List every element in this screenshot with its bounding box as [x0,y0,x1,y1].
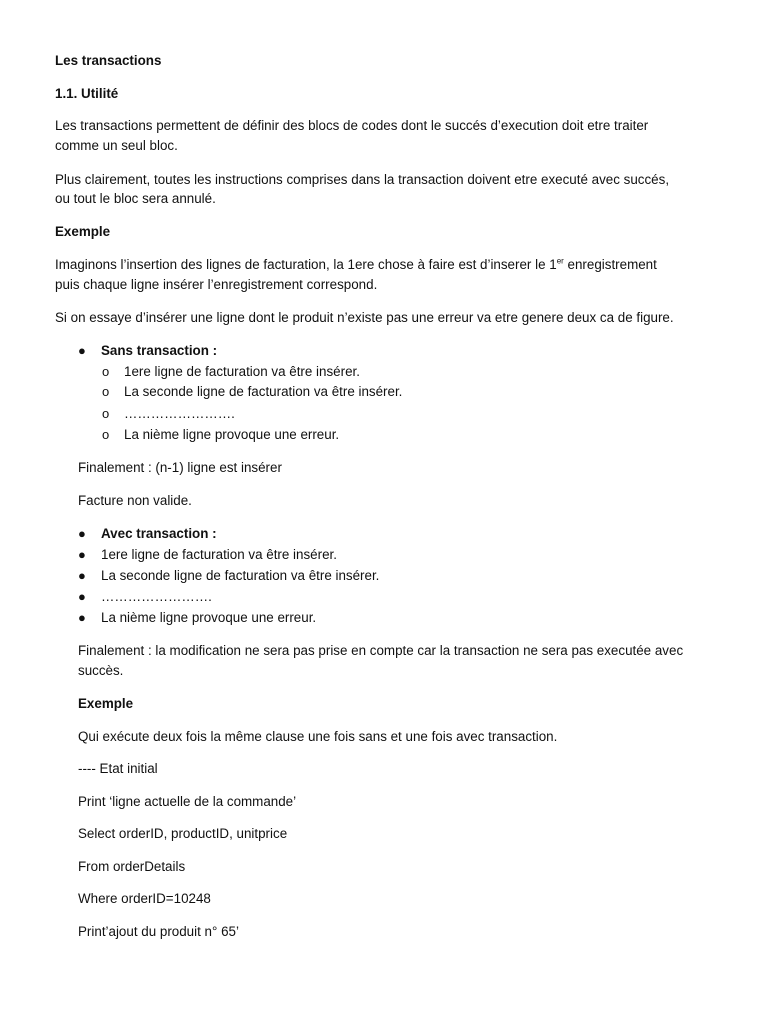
paragraph-line: Finalement : (n-1) ligne est insérer [78,460,282,475]
section-heading: 1.1. Utilité [55,86,119,101]
sub-bullet-icon: o [102,384,110,399]
sub-bullet-icon: o [102,364,110,379]
list-heading: Avec transaction : [101,526,217,541]
code-line: Print ‘ligne actuelle de la commande’ [78,794,297,809]
paragraph-line: Les transactions permettent de définir des blocs de codes dont le succés d’execution doit etre traiter [55,118,649,133]
list-item: ……………………. [101,589,212,604]
list-heading: Sans transaction : [101,343,218,358]
bullet-icon: ● [78,568,86,583]
sub-bullet-icon: o [102,427,110,442]
code-line: ---- Etat initial [78,761,158,776]
paragraph-line: Plus clairement, toutes les instructions comprises dans la transaction doivent etre executé avec succés, [55,172,670,187]
paragraph-line: Finalement : la modification ne sera pas prise en compte car la transaction ne sera pas executée avec [78,643,684,658]
code-line: Select orderID, productID, unitprice [78,826,288,841]
paragraph-line: comme un seul bloc. [55,138,178,153]
bullet-icon: ● [78,547,86,562]
list-item: La seconde ligne de facturation va être insérer. [124,384,403,399]
document-title: Les transactions [55,53,162,68]
list-item: La nième ligne provoque une erreur. [124,427,340,442]
list-item: La seconde ligne de facturation va être insérer. [101,568,380,583]
paragraph-text: Imaginons l’insertion des lignes de facturation, la 1ere chose à faire est d’inserer le 1 [55,257,557,272]
bullet-icon: ● [78,610,86,625]
paragraph-line: succès. [78,663,124,678]
paragraph-line: ou tout le bloc sera annulé. [55,191,216,206]
exemple-heading: Exemple [55,224,111,239]
sub-bullet-icon: o [102,406,110,421]
exemple-heading: Exemple [78,696,134,711]
paragraph-line [55,255,657,275]
code-line: From orderDetails [78,859,186,874]
bullet-icon: ● [78,526,86,541]
paragraph-line: puis chaque ligne insérer l’enregistrement correspond. [55,277,378,292]
code-line: Print’ajout du produit n° 65’ [78,924,239,939]
superscript-text: er [556,256,564,266]
paragraph-line: Qui exécute deux fois la même clause une fois sans et une fois avec transaction. [78,729,558,744]
paragraph-line: Facture non valide. [78,493,192,508]
list-item: 1ere ligne de facturation va être insérer. [124,364,360,379]
paragraph-line: Si on essaye d’insérer une ligne dont le produit n’existe pas une erreur va etre genere deux ca de figure. [55,310,674,325]
bullet-icon: ● [78,589,86,604]
paragraph-text: enregistrement [563,257,657,272]
list-item: 1ere ligne de facturation va être insérer. [101,547,337,562]
bullet-icon: ● [78,343,86,358]
list-item: La nième ligne provoque une erreur. [101,610,317,625]
code-line: Where orderID=10248 [78,891,211,906]
list-item: ……………………. [124,406,235,421]
